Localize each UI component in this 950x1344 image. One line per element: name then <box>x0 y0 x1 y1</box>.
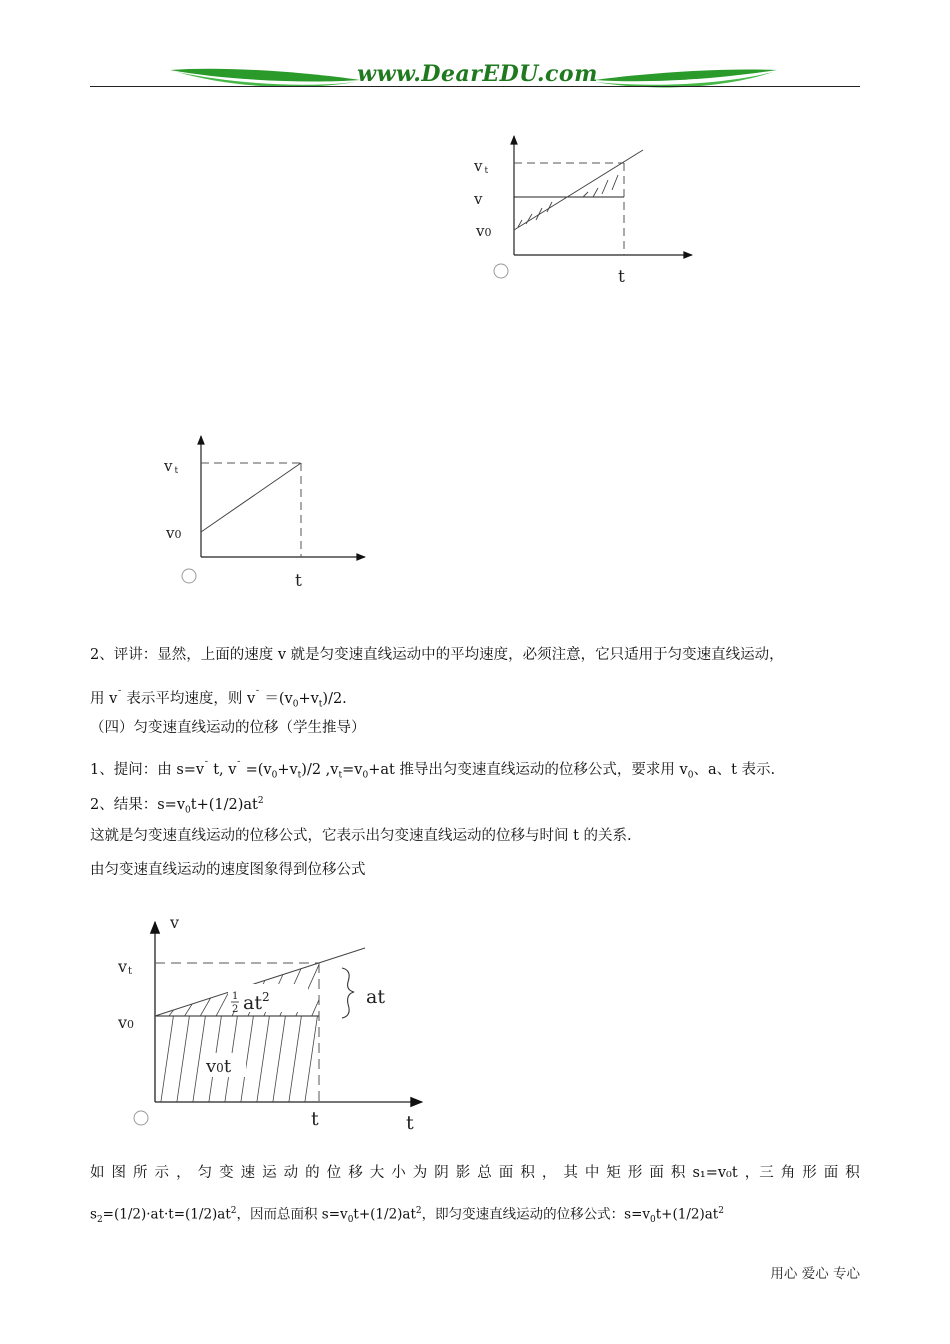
justified-word: 积 <box>845 1165 860 1181</box>
displacement-area-graph <box>100 908 440 1140</box>
hatch-triangles <box>518 175 618 227</box>
label-v-axis: v <box>170 913 180 932</box>
justified-word: 积 <box>670 1165 686 1181</box>
justified-word: 匀 <box>197 1165 213 1181</box>
justified-word: 为 <box>412 1165 428 1181</box>
justified-word: 速 <box>240 1165 256 1181</box>
origin-circle <box>134 1111 148 1125</box>
rectangle-hatching <box>160 1012 334 1108</box>
justified-word: ， <box>541 1165 557 1181</box>
origin-circle <box>494 264 508 278</box>
velocity-graph-linear <box>150 430 380 595</box>
label-t-axis: t <box>406 1112 414 1134</box>
header-divider <box>90 86 860 87</box>
justified-word: 其 <box>563 1165 578 1181</box>
justified-word: 角 <box>780 1165 796 1181</box>
justified-word: s₁=v₀t <box>692 1165 738 1181</box>
justified-word: 变 <box>219 1165 234 1181</box>
paragraph-question: 1、提问：由 $s=v^ˉ$ t, $v^ˉ =(v_0+v_t)/2$ $,v_t=v_0+at$ 推导出匀变速直线运动的位移公式，要求用 $v_0$、a、t 表示. <box>90 761 776 781</box>
paragraph-review: 2、评讲：显然，上面的速度 v 就是匀变速直线运动中的平均速度，必须注意，它只适用于匀变速直线运动， <box>90 647 784 663</box>
justified-word: ， <box>176 1165 191 1181</box>
justified-word: 大 <box>369 1165 385 1181</box>
justified-word: 面 <box>498 1165 514 1181</box>
justified-word: ，三 <box>744 1165 774 1181</box>
justified-word: 如 <box>90 1165 105 1181</box>
paragraph-average-velocity: 用 $v^ˉ$ 表示平均速度，则 $v^ˉ =(v_0+v_t)/2$. <box>90 690 347 710</box>
label-v0: v0 <box>476 222 492 240</box>
justified-word: 形 <box>627 1165 643 1181</box>
justified-word: 图 <box>111 1165 127 1181</box>
justified-word: 总 <box>477 1165 492 1181</box>
justified-word: 移 <box>348 1165 363 1181</box>
label-v: v <box>474 190 483 208</box>
logo-text: www.DearEDU.com <box>357 61 598 87</box>
justified-word: 面 <box>649 1165 664 1181</box>
justified-word: 中 <box>584 1165 600 1181</box>
justified-word: 积 <box>520 1165 535 1181</box>
at-brace <box>342 968 354 1018</box>
label-vt: vt <box>164 457 179 476</box>
justified-word: 影 <box>455 1165 471 1181</box>
label-at: at <box>366 986 385 1008</box>
justified-word: 阴 <box>434 1165 449 1181</box>
label-v0: v0 <box>118 1013 135 1032</box>
label-at-squared: $at^2$ <box>243 990 270 1014</box>
justified-word: 的 <box>305 1165 320 1181</box>
paragraph-graph-intro: 由匀变速直线运动的速度图象得到位移公式 <box>90 862 366 878</box>
justified-word: 示 <box>154 1165 170 1181</box>
label-v0t: v0t <box>206 1056 232 1077</box>
velocity-graph-average <box>460 128 710 293</box>
section-heading-displacement: （四）匀变速直线运动的位移（学生推导） <box>90 720 366 736</box>
justified-word: 运 <box>262 1165 277 1181</box>
origin-circle <box>182 569 196 583</box>
justified-word: 面 <box>823 1165 839 1181</box>
paragraph-result: 2、结果：$s=v_0t+(1/2)at^2$ <box>90 796 264 816</box>
justified-word: 小 <box>391 1165 406 1181</box>
paragraph-formula-meaning: 这就是匀变速直线运动的位移公式，它表示出匀变速直线运动的位移与时间 t 的关系. <box>90 828 632 844</box>
label-t: t <box>295 571 302 591</box>
label-vt: vt <box>474 157 489 176</box>
justified-word: 矩 <box>606 1165 621 1181</box>
label-t-mark: t <box>311 1108 319 1130</box>
label-v0: v0 <box>166 524 182 542</box>
label-half-denominator: 2 <box>232 1004 239 1015</box>
justified-word: 所 <box>133 1165 148 1181</box>
footer-slogan: 用心 爱心 专心 <box>770 1266 860 1282</box>
justified-word: 位 <box>326 1165 342 1181</box>
label-half-numerator: 1 <box>232 991 239 1002</box>
velocity-line <box>201 463 301 532</box>
justified-word: 动 <box>283 1165 299 1181</box>
label-vt: vt <box>118 957 133 977</box>
justified-word: 形 <box>802 1165 817 1181</box>
paragraph-area-explanation <box>90 1163 860 1183</box>
label-t: t <box>618 267 625 287</box>
paragraph-total-area: $s_2=(1/2)\cdot at\cdot t=(1/2)at^2$，因而总面积 $s=v_0t+(1/2)at^2$，即匀变速直线运动的位移公式：$s=v_0t+(1/2)at^2$ <box>90 1206 724 1226</box>
